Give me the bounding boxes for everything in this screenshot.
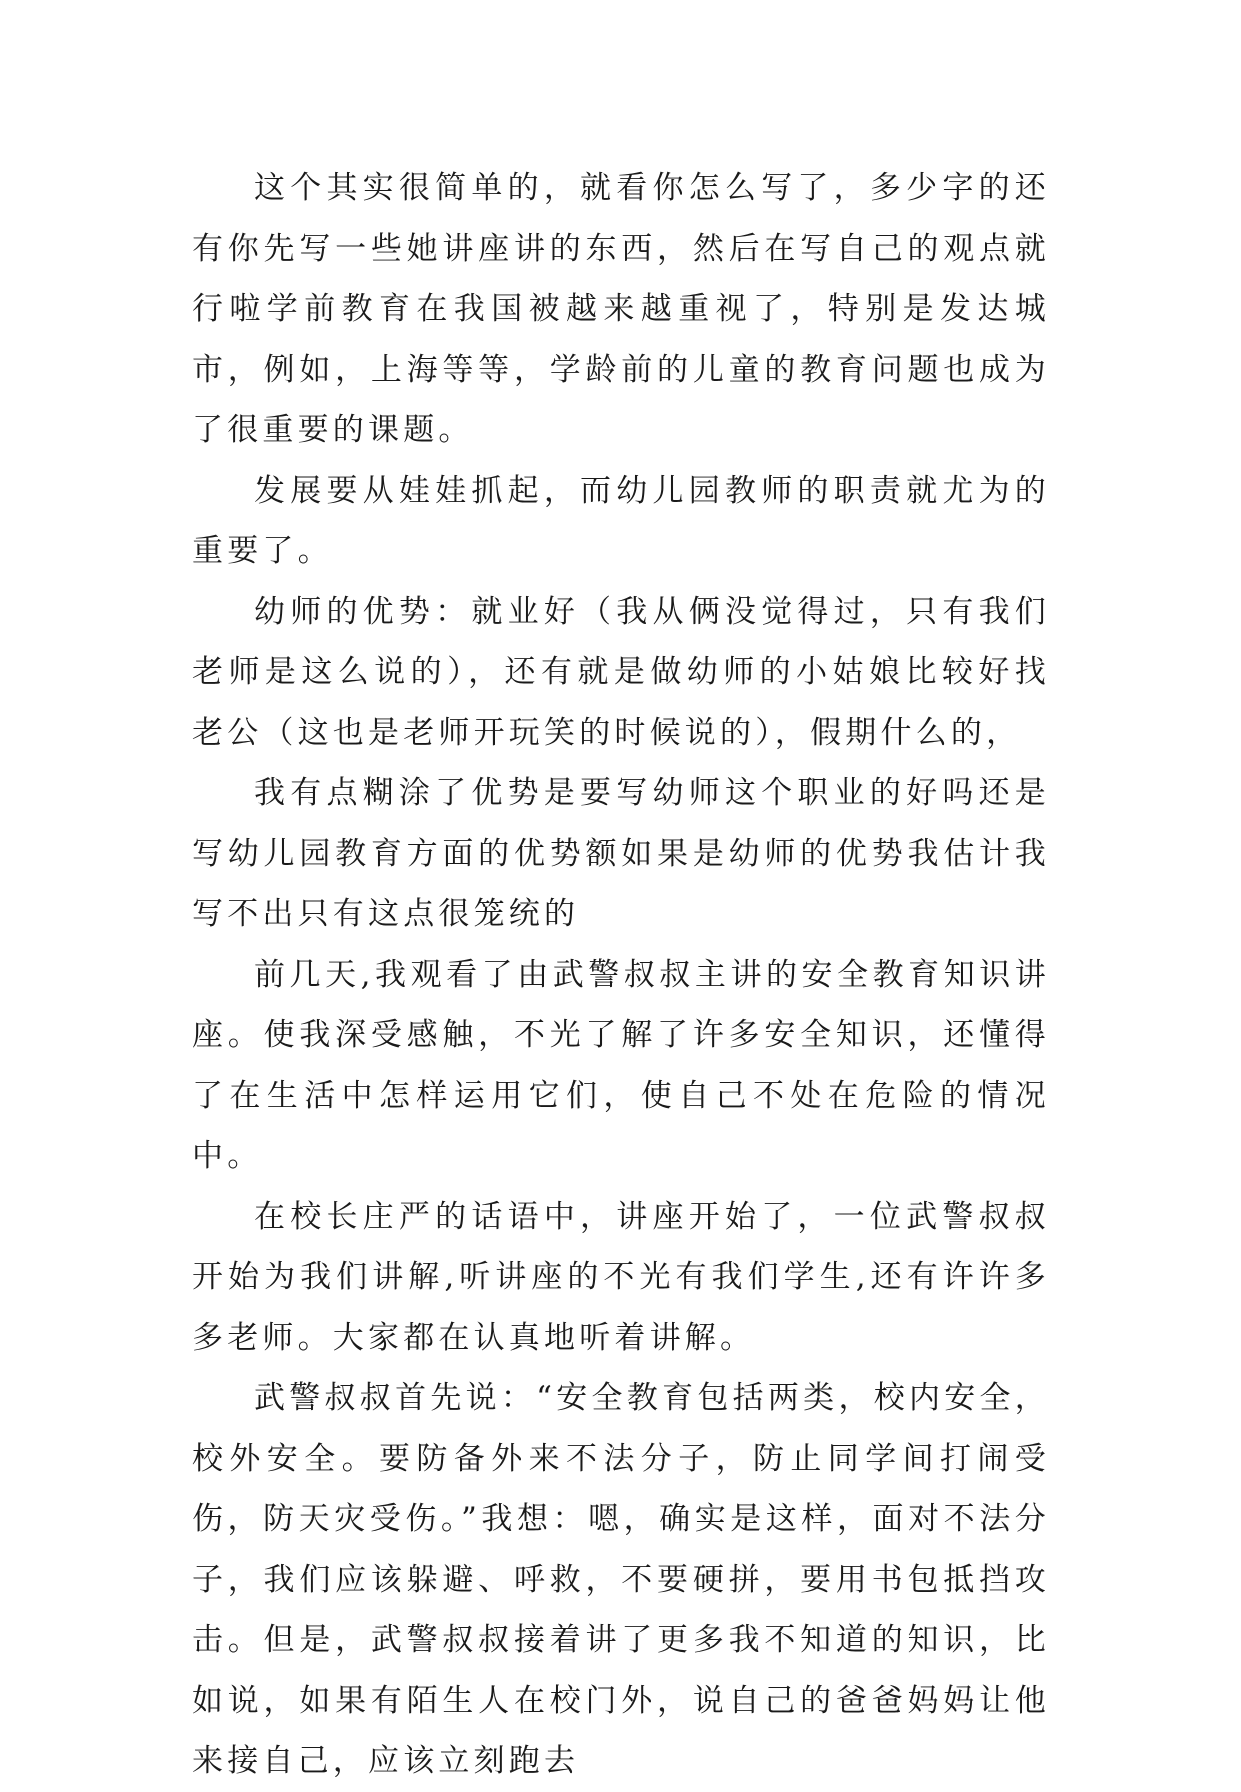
document-body	[192, 158, 1050, 1792]
paragraph: 幼师的优势：就业好（我从俩没觉得过，只有我们老师是这么说的），还有就是做幼师的小姑娘比较好找老公（这也是老师开玩笑的时候说的），假期什么的，	[192, 593, 1050, 751]
paragraph: 武警叔叔首先说：“安全教育包括两类，校内安全，校外安全。要防备外来不法分子，防止同学间打闹受伤，防天灾受伤。”我想：嗯，确实是这样，面对不法分子，我们应该躲避、呼救，不要硬拼，要用书包抵挡攻击。但是，武警叔叔接着讲了更多我不知道的知识，比如说，如果有陌生人在校门外，说自己的爸爸妈妈让他来接自己，应该立刻跑去	[192, 1380, 1050, 1779]
paragraph: 前几天,我观看了由武警叔叔主讲的安全教育知识讲座。使我深受感触，不光了解了许多安全知识，还懂得了在生活中怎样运用它们，使自己不处在危险的情况中。	[192, 956, 1050, 1174]
paragraph: 发展要从娃娃抓起，而幼儿园教师的职责就尤为的重要了。	[192, 472, 1050, 569]
paragraph: 这个其实很简单的，就看你怎么写了，多少字的还有你先写一些她讲座讲的东西，然后在写自己的观点就行啦学前教育在我国被越来越重视了，特别是发达城市，例如，上海等等，学龄前的儿童的教育问题也成为了很重要的课题。	[192, 170, 1050, 448]
paragraph: 我有点糊涂了优势是要写幼师这个职业的好吗还是写幼儿园教育方面的优势额如果是幼师的优势我估计我写不出只有这点很笼统的	[192, 775, 1050, 932]
paragraph: 在校长庄严的话语中，讲座开始了，一位武警叔叔开始为我们讲解,听讲座的不光有我们学生,还有许许多多老师。大家都在认真地听着讲解。	[192, 1198, 1050, 1356]
